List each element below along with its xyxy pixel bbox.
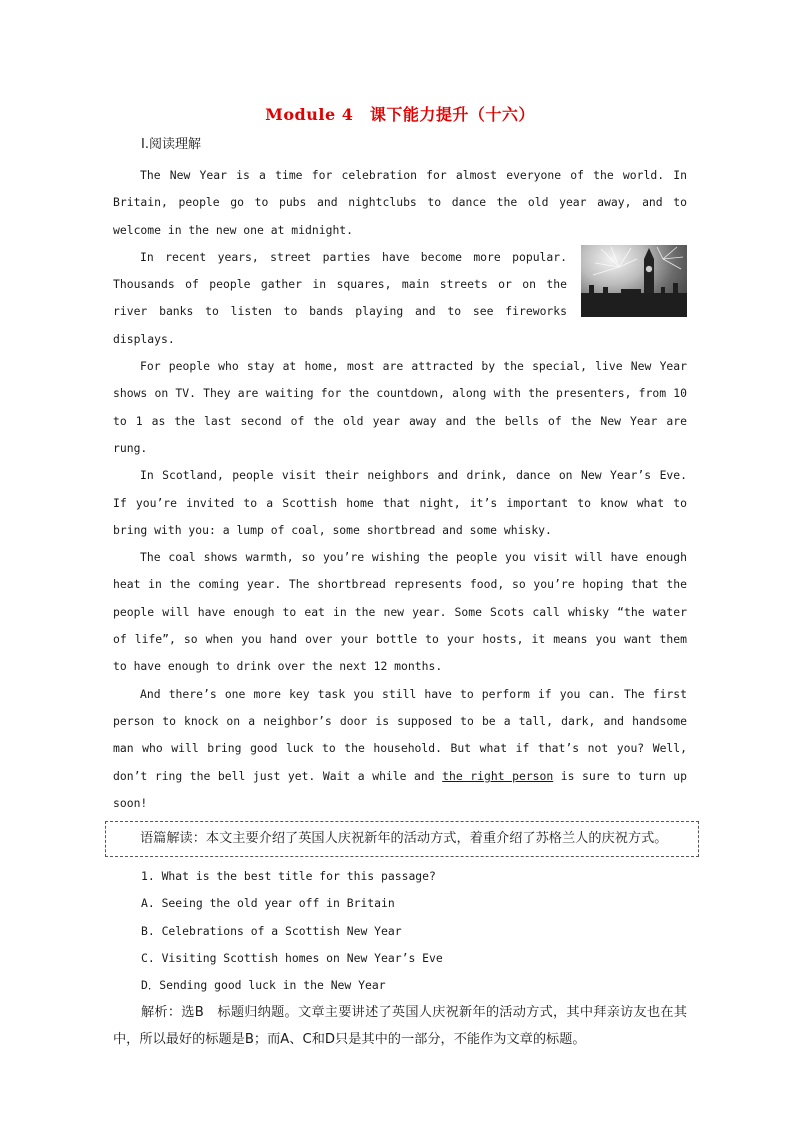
paragraph-3: For people who stay at home, most are attracted by the special, live New Year shows on TV. They are waiting for the countdown, along with the presenters, from 10 to 1 as the last second of the old year away and the bells of the New Year are rung. [113, 359, 687, 455]
paragraph-5: The coal shows warmth, so you’re wishing the people you visit will have enough heat in the coming year. The shortbread represents food, so you’re hoping that the people will have enough to eat in the new year. Some Scots call whisky “the water of life”, so when you hand over your bottle to your hosts, it means you want them to have enough to drink over the next 12 months. [113, 550, 687, 674]
underlined-phrase: the right person [442, 768, 554, 783]
paragraph-2: In recent years, street parties have become more popular. Thousands of people gather in squares, main streets or on the river banks to listen to bands playing and to see fireworks displays. [113, 249, 567, 346]
question-stem: 1. What is the best title for this passage? [141, 869, 436, 884]
paragraph-6-text: And there’s one more key task you still have to perform if you can. The first person to knock on a neighbor’s door is supposed to be a tall, dark, and handsome man who will bring good luck to the household. But what if that’s not you? Well, don’t ring the bell just yet. Wait a while and [113, 686, 687, 783]
document-page [113, 104, 687, 1053]
option-b: B. Celebrations of a Scottish New Year [141, 923, 402, 938]
section-heading: Ⅰ.阅读理解 [141, 137, 201, 152]
paragraph-6-end: is sure to turn up soon! [113, 768, 687, 810]
big-ben-fireworks-photo [581, 245, 687, 317]
paragraph-1: The New Year is a time for celebration for almost everyone of the world. In Britain, people go to pubs and nightclubs to dance the old year away, and to welcome in the new one at midnight. [113, 168, 687, 237]
option-a: A. Seeing the old year off in Britain [141, 896, 395, 911]
passage-summary-box [105, 821, 699, 857]
paragraph-4: In Scotland, people visit their neighbors and drink, dance on New Year’s Eve. If you’re invited to a Scottish home that night, it’s important to know what to bring with you: a lump of coal, some shortbread and some whisky. [113, 468, 687, 537]
option-c: C. Visiting Scottish homes on New Year’s Eve [141, 950, 443, 965]
answer-analysis: 解析：选B 标题归纳题。文章主要讲述了英国人庆祝新年的活动方式，其中拜亲访友也在其中，所以最好的标题是B；而A、C和D只是其中的一部分，不能作为文章的标题。 [113, 1005, 687, 1048]
passage-summary: 语篇解读：本文主要介绍了英国人庆祝新年的活动方式，着重介绍了苏格兰人的庆祝方式。 [140, 831, 668, 847]
page-title: Module 4 课下能力提升（十六） [265, 105, 535, 124]
option-d: D．Sending good luck in the New Year [141, 977, 386, 992]
paragraph-6 [113, 681, 687, 817]
photo-icon [581, 245, 687, 317]
